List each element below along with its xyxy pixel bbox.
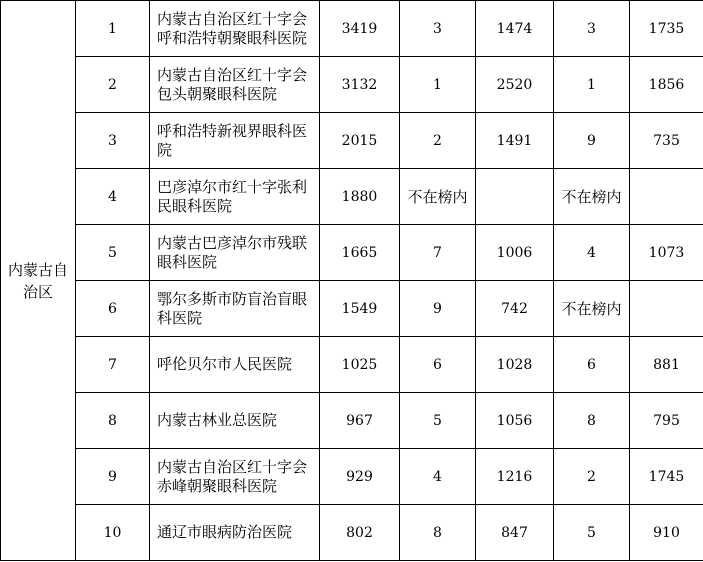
value-cell-c2: 不在榜内 bbox=[400, 169, 476, 225]
value-cell-c4: 2 bbox=[554, 449, 630, 505]
value-cell-c3: 1491 bbox=[476, 113, 554, 169]
value-cell-c1: 802 bbox=[320, 505, 400, 561]
table-row bbox=[1, 1, 703, 57]
value-cell-c3: 742 bbox=[476, 281, 554, 337]
value-cell-c4: 6 bbox=[554, 337, 630, 393]
value-cell-c2: 3 bbox=[400, 1, 476, 57]
hospital-name-cell: 内蒙古自治区红十字会赤峰朝聚眼科医院 bbox=[150, 449, 320, 505]
value-cell-c5: 1073 bbox=[630, 225, 703, 281]
table-row bbox=[1, 225, 703, 281]
hospital-name-cell: 内蒙古巴彦淖尔市残联眼科医院 bbox=[150, 225, 320, 281]
value-cell-c4: 1 bbox=[554, 57, 630, 113]
hospital-name-cell: 鄂尔多斯市防盲治盲眼科医院 bbox=[150, 281, 320, 337]
value-cell-c5 bbox=[630, 281, 703, 337]
table-body bbox=[1, 1, 703, 561]
value-cell-c4: 8 bbox=[554, 393, 630, 449]
value-cell-c4: 不在榜内 bbox=[554, 169, 630, 225]
hospital-name-cell: 通辽市眼病防治医院 bbox=[150, 505, 320, 561]
value-cell-c2: 5 bbox=[400, 393, 476, 449]
value-cell-c1: 2015 bbox=[320, 113, 400, 169]
hospital-name-cell: 呼和浩特新视界眼科医院 bbox=[150, 113, 320, 169]
value-cell-c5 bbox=[630, 169, 703, 225]
rank-cell: 10 bbox=[76, 505, 150, 561]
value-cell-c3: 2520 bbox=[476, 57, 554, 113]
table-row bbox=[1, 449, 703, 505]
value-cell-c2: 9 bbox=[400, 281, 476, 337]
rank-cell: 1 bbox=[76, 1, 150, 57]
value-cell-c4: 9 bbox=[554, 113, 630, 169]
value-cell-c5: 1735 bbox=[630, 1, 703, 57]
value-cell-c4: 3 bbox=[554, 1, 630, 57]
value-cell-c3: 1006 bbox=[476, 225, 554, 281]
value-cell-c2: 1 bbox=[400, 57, 476, 113]
value-cell-c2: 2 bbox=[400, 113, 476, 169]
value-cell-c5: 795 bbox=[630, 393, 703, 449]
value-cell-c3: 1474 bbox=[476, 1, 554, 57]
table-row bbox=[1, 113, 703, 169]
value-cell-c1: 3132 bbox=[320, 57, 400, 113]
value-cell-c5: 910 bbox=[630, 505, 703, 561]
region-cell: 内蒙古自治区 bbox=[1, 1, 76, 561]
value-cell-c2: 4 bbox=[400, 449, 476, 505]
value-cell-c5: 1745 bbox=[630, 449, 703, 505]
rank-cell: 9 bbox=[76, 449, 150, 505]
value-cell-c2: 6 bbox=[400, 337, 476, 393]
table-row bbox=[1, 169, 703, 225]
value-cell-c3 bbox=[476, 169, 554, 225]
rank-cell: 4 bbox=[76, 169, 150, 225]
hospital-name-cell: 内蒙古自治区红十字会呼和浩特朝聚眼科医院 bbox=[150, 1, 320, 57]
table-row bbox=[1, 57, 703, 113]
value-cell-c1: 967 bbox=[320, 393, 400, 449]
value-cell-c3: 1056 bbox=[476, 393, 554, 449]
hospital-name-cell: 呼伦贝尔市人民医院 bbox=[150, 337, 320, 393]
hospital-name-cell: 内蒙古林业总医院 bbox=[150, 393, 320, 449]
value-cell-c2: 8 bbox=[400, 505, 476, 561]
rank-cell: 6 bbox=[76, 281, 150, 337]
value-cell-c1: 1025 bbox=[320, 337, 400, 393]
value-cell-c1: 1880 bbox=[320, 169, 400, 225]
hospital-name-cell: 巴彦淖尔市红十字张利民眼科医院 bbox=[150, 169, 320, 225]
rank-cell: 2 bbox=[76, 57, 150, 113]
rank-cell: 8 bbox=[76, 393, 150, 449]
value-cell-c1: 3419 bbox=[320, 1, 400, 57]
value-cell-c3: 847 bbox=[476, 505, 554, 561]
value-cell-c3: 1216 bbox=[476, 449, 554, 505]
rank-cell: 3 bbox=[76, 113, 150, 169]
table-row bbox=[1, 393, 703, 449]
value-cell-c4: 4 bbox=[554, 225, 630, 281]
value-cell-c2: 7 bbox=[400, 225, 476, 281]
value-cell-c5: 735 bbox=[630, 113, 703, 169]
value-cell-c5: 881 bbox=[630, 337, 703, 393]
value-cell-c4: 5 bbox=[554, 505, 630, 561]
value-cell-c1: 929 bbox=[320, 449, 400, 505]
table-row bbox=[1, 281, 703, 337]
value-cell-c1: 1549 bbox=[320, 281, 400, 337]
hospital-name-cell: 内蒙古自治区红十字会包头朝聚眼科医院 bbox=[150, 57, 320, 113]
value-cell-c1: 1665 bbox=[320, 225, 400, 281]
rank-cell: 5 bbox=[76, 225, 150, 281]
table-row bbox=[1, 505, 703, 561]
rank-cell: 7 bbox=[76, 337, 150, 393]
value-cell-c5: 1856 bbox=[630, 57, 703, 113]
value-cell-c4: 不在榜内 bbox=[554, 281, 630, 337]
value-cell-c3: 1028 bbox=[476, 337, 554, 393]
table-row bbox=[1, 337, 703, 393]
